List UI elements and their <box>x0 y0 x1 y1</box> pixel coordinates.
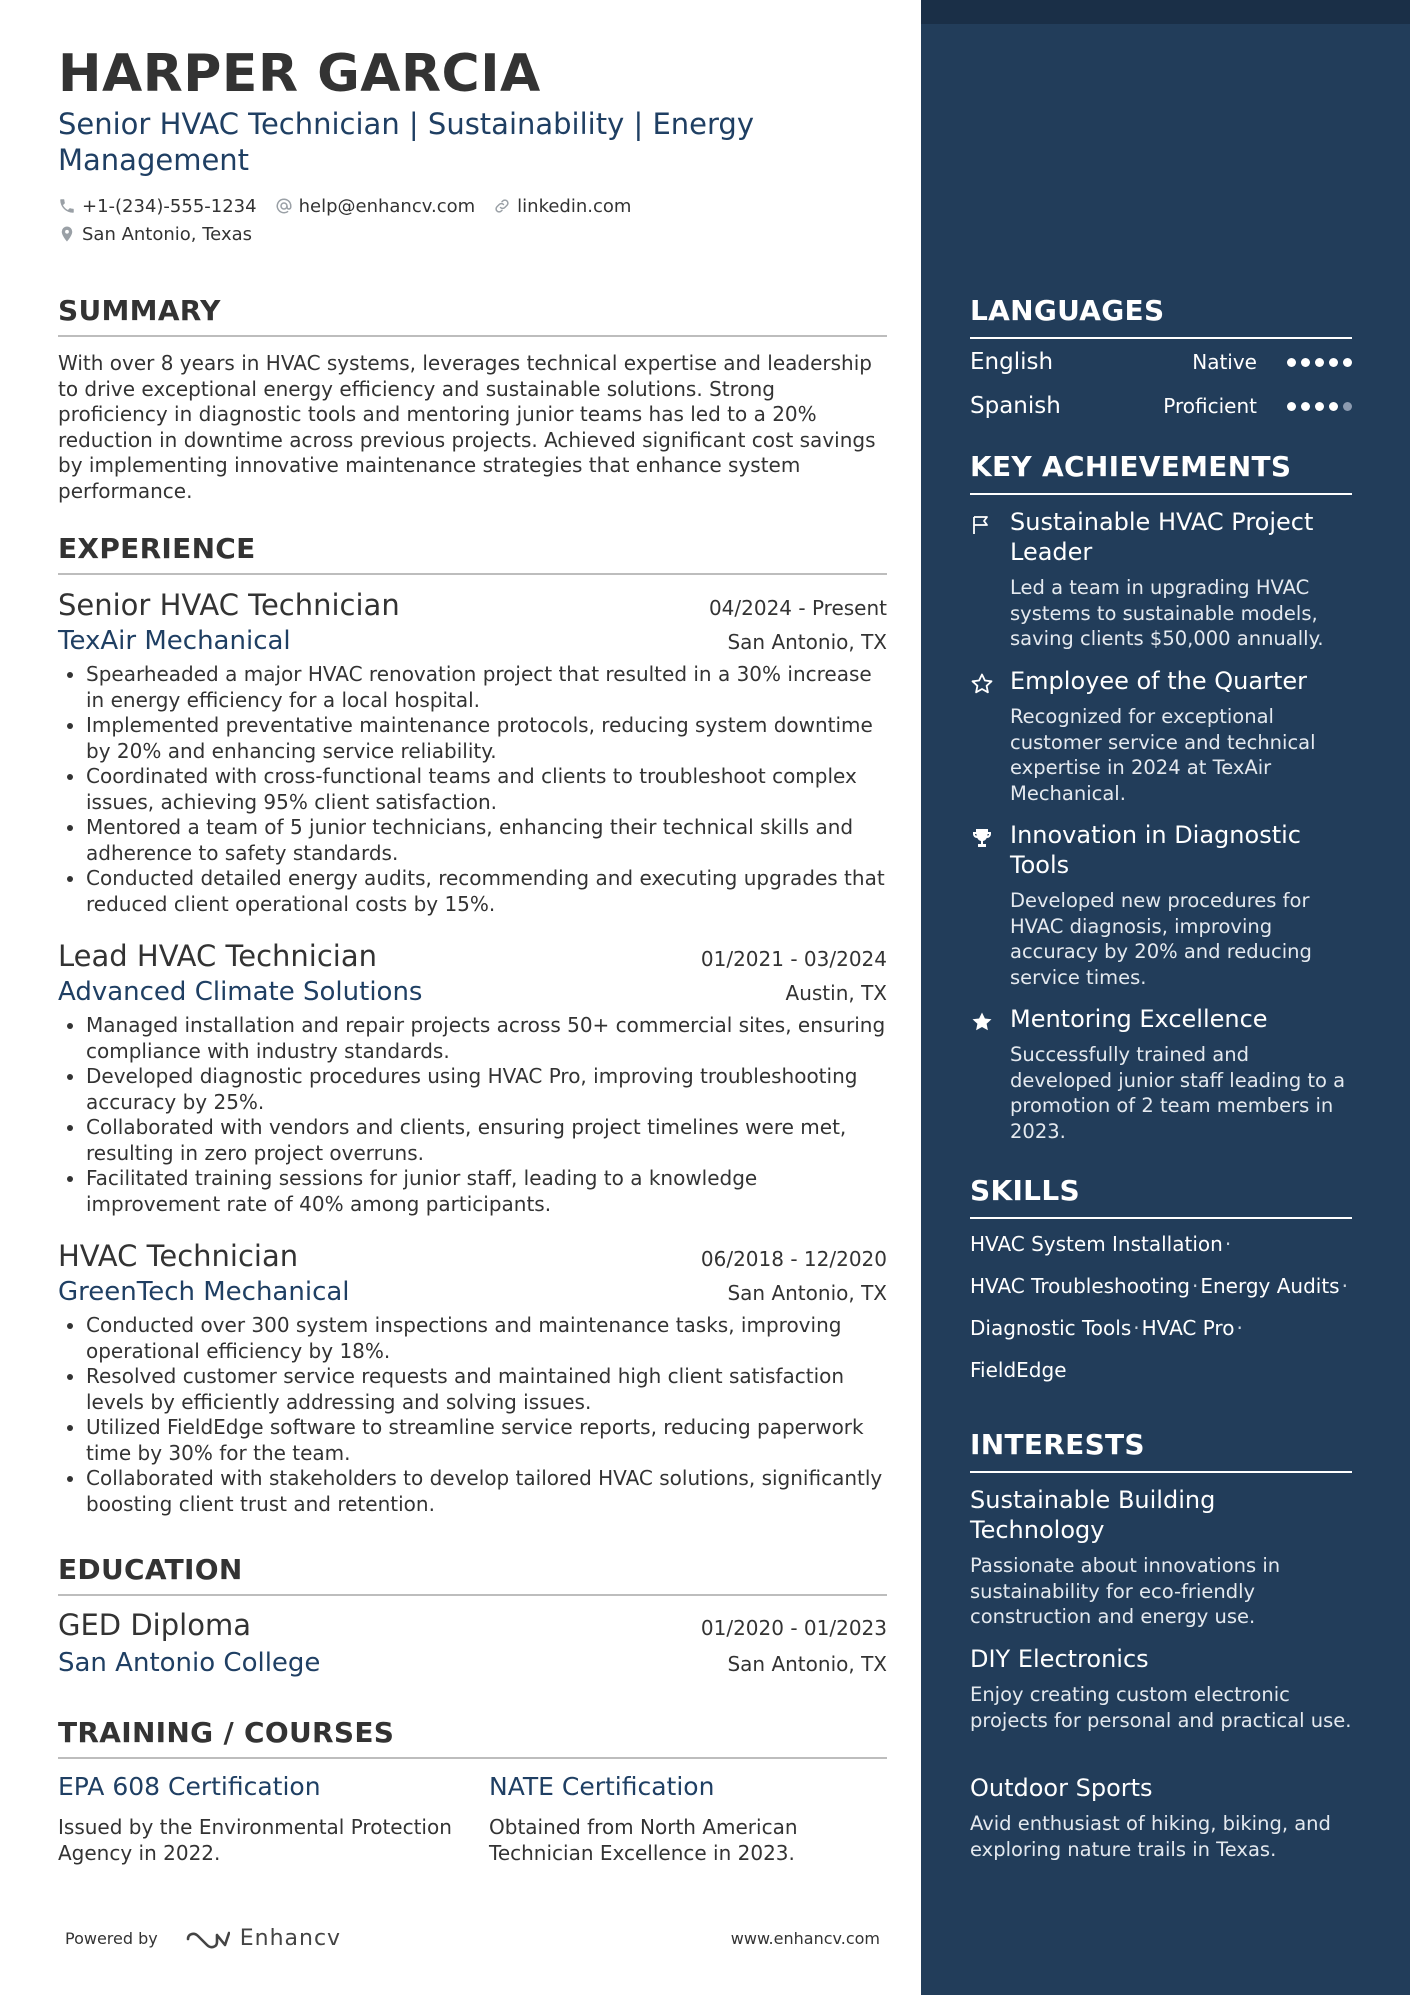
job-bullet: • Utilized FieldEdge software to streamline service reports, reducing paperwork time by 30% for the team. <box>86 1415 887 1466</box>
rating-dot-empty <box>1343 402 1352 411</box>
interest-description: Avid enthusiast of hiking, biking, and exploring nature trails in Texas. <box>970 1812 1331 1861</box>
skill-tag: Diagnostic Tools <box>970 1316 1132 1340</box>
job-dates: 01/2021 - 03/2024 <box>700 947 887 971</box>
experience-entry <box>58 1239 887 1517</box>
rating-dot-filled <box>1315 402 1324 411</box>
achievement-item <box>970 820 1352 990</box>
at-icon <box>275 197 293 215</box>
linkedin-contact[interactable] <box>493 196 631 217</box>
job-bullet: • Collaborated with stakeholders to develop tailored HVAC solutions, significantly boosting client trust and retention. <box>86 1466 887 1517</box>
achievement-description: Successfully trained and developed junior staff leading to a promotion of 2 team members in 2023. <box>1010 1043 1346 1143</box>
phone-contact[interactable] <box>58 196 257 217</box>
school-name: San Antonio College <box>58 1648 321 1678</box>
job-dates: 06/2018 - 12/2020 <box>700 1247 887 1271</box>
languages-heading: LANGUAGES <box>970 294 1352 339</box>
skills-heading: SKILLS <box>970 1174 1352 1219</box>
interest-item <box>970 1644 1352 1733</box>
email-text: help@enhancv.com <box>298 195 476 217</box>
rating-dot-filled <box>1329 358 1338 367</box>
job-bullet: • Conducted over 300 system inspections and maintenance tasks, improving operational efficiency by 18%. <box>86 1313 887 1364</box>
job-bullet: • Spearheaded a major HVAC renovation project that resulted in a 30% increase in energy efficiency for a local hospital. <box>86 662 887 713</box>
achievement-item <box>970 666 1352 806</box>
language-row <box>970 393 1352 419</box>
contact-info <box>58 193 887 249</box>
language-level: Proficient <box>1163 394 1257 418</box>
skill-tag: Energy Audits <box>1200 1274 1340 1298</box>
rating-dot-filled <box>1287 402 1296 411</box>
job-bullet: • Managed installation and repair projects across 50+ commercial sites, ensuring compliance with industry standards. <box>86 1013 887 1064</box>
job-bullets <box>58 1013 887 1217</box>
job-title: HVAC Technician <box>58 1239 299 1273</box>
interests-heading: INTERESTS <box>970 1428 1352 1473</box>
job-location: Austin, TX <box>785 981 887 1005</box>
school-location: San Antonio, TX <box>727 1652 887 1676</box>
achievement-description: Developed new procedures for HVAC diagnosis, improving accuracy by 20% and reducing service times. <box>1010 889 1312 989</box>
course-description: Obtained from North American Technician Excellence in 2023. <box>489 1815 798 1865</box>
job-bullets <box>58 662 887 917</box>
star-outline-icon <box>970 672 994 696</box>
job-location: San Antonio, TX <box>727 1281 887 1305</box>
course-title: NATE Certification <box>489 1772 715 1801</box>
skill-tag: FieldEdge <box>970 1358 1067 1382</box>
company-name: TexAir Mechanical <box>58 626 291 656</box>
job-bullets <box>58 1313 887 1517</box>
skill-tag: HVAC Troubleshooting <box>970 1274 1190 1298</box>
summary-text: With over 8 years in HVAC systems, leverages technical expertise and leadership to drive exceptional energy efficiency and sustainable solutions. Strong proficiency in diagnostic tools and mentoring junior teams has led to a 20% reduction in downtime across previous projects. Achieved significant cost savings by implementing innovative maintenance strategies that enhance system performance. <box>58 351 876 503</box>
interest-title: Outdoor Sports <box>970 1774 1153 1802</box>
location-text: San Antonio, Texas <box>82 223 252 245</box>
interest-title: DIY Electronics <box>970 1645 1149 1673</box>
job-location: San Antonio, TX <box>727 630 887 654</box>
experience-entry <box>58 939 887 1217</box>
course-entry <box>489 1772 889 1866</box>
enhancv-logo-icon <box>184 1927 230 1951</box>
achievement-title: Sustainable HVAC Project Leader <box>1010 508 1314 566</box>
powered-by-label: Powered by <box>65 1929 158 1948</box>
achievement-title: Mentoring Excellence <box>1010 1005 1268 1033</box>
language-name: English <box>970 349 1054 375</box>
powered-by <box>65 1926 341 1951</box>
education-entry <box>58 1608 887 1678</box>
footer <box>65 1926 880 1951</box>
achievement-title: Innovation in Diagnostic Tools <box>1010 821 1301 879</box>
experience-heading: EXPERIENCE <box>58 532 887 575</box>
language-rating <box>1287 358 1352 367</box>
course-description: Issued by the Environmental Protection Agency in 2022. <box>58 1815 452 1865</box>
education-dates: 01/2020 - 01/2023 <box>700 1616 887 1640</box>
interest-item <box>970 1485 1352 1630</box>
job-bullet: • Facilitated training sessions for junior staff, leading to a knowledge improvement rate of 40% among participants. <box>86 1166 887 1217</box>
rating-dot-filled <box>1301 402 1310 411</box>
company-name: Advanced Climate Solutions <box>58 977 423 1007</box>
interest-description: Passionate about innovations in sustainability for eco-friendly construction and energy use. <box>970 1554 1281 1628</box>
job-title: Lead HVAC Technician <box>58 939 378 973</box>
brand-logo[interactable] <box>184 1926 341 1951</box>
rating-dot-filled <box>1301 358 1310 367</box>
achievement-title: Employee of the Quarter <box>1010 667 1307 695</box>
interest-description: Enjoy creating custom electronic projects for personal and practical use. <box>970 1683 1352 1732</box>
phone-icon <box>58 197 76 215</box>
degree-title: GED Diploma <box>58 1608 251 1642</box>
interest-item <box>970 1773 1352 1862</box>
job-bullet: • Conducted detailed energy audits, recommending and executing upgrades that reduced client operational costs by 15%. <box>86 866 887 917</box>
trophy-icon <box>970 826 994 850</box>
training-heading: TRAINING / COURSES <box>58 1716 887 1759</box>
phone-text: +1-(234)-555-1234 <box>82 195 257 217</box>
skill-tag: HVAC System Installation <box>970 1232 1223 1256</box>
education-heading: EDUCATION <box>58 1553 887 1596</box>
achievement-description: Led a team in upgrading HVAC systems to sustainable models, saving clients $50,000 annually. <box>1010 576 1324 650</box>
location-contact <box>58 224 252 245</box>
summary-heading: SUMMARY <box>58 294 887 337</box>
linkedin-text: linkedin.com <box>517 195 632 217</box>
rating-dot-filled <box>1287 358 1296 367</box>
interest-title: Sustainable Building Technology <box>970 1486 1216 1544</box>
rating-dot-filled <box>1329 402 1338 411</box>
course-title: EPA 608 Certification <box>58 1772 321 1801</box>
achievement-item <box>970 1004 1352 1144</box>
candidate-tagline: Senior HVAC Technician | Sustainability | Energy Management <box>58 107 754 177</box>
job-title: Senior HVAC Technician <box>58 588 400 622</box>
star-filled-icon <box>970 1010 994 1034</box>
language-row <box>970 349 1352 375</box>
email-contact[interactable] <box>275 196 476 217</box>
company-name: GreenTech Mechanical <box>58 1277 350 1307</box>
job-bullet: • Implemented preventative maintenance protocols, reducing system downtime by 20% and enhancing service reliability. <box>86 713 887 764</box>
experience-entry <box>58 588 887 917</box>
achievement-description: Recognized for exceptional customer service and technical expertise in 2024 at TexAir Mechanical. <box>1010 705 1316 805</box>
skill-tag: HVAC Pro <box>1141 1316 1235 1340</box>
course-entry <box>58 1772 458 1866</box>
location-pin-icon <box>58 225 76 243</box>
job-bullet: • Developed diagnostic procedures using HVAC Pro, improving troubleshooting accuracy by 25%. <box>86 1064 887 1115</box>
rating-dot-filled <box>1343 358 1352 367</box>
job-bullet: • Mentored a team of 5 junior technicians, enhancing their technical skills and adherence to safety standards. <box>86 815 887 866</box>
skills-list: HVAC System Installation · HVAC Troubleshooting · Energy Audits · Diagnostic Tools · HVAC Pro · FieldEdge <box>970 1232 1348 1382</box>
rating-dot-filled <box>1315 358 1324 367</box>
achievements-heading: KEY ACHIEVEMENTS <box>970 450 1352 495</box>
website-link[interactable]: www.enhancv.com <box>730 1929 880 1948</box>
language-level: Native <box>1192 350 1257 374</box>
job-dates: 04/2024 - Present <box>708 596 887 620</box>
achievement-item <box>970 507 1352 652</box>
sidebar-top-band <box>921 0 1410 24</box>
link-icon <box>493 197 511 215</box>
job-bullet: • Collaborated with vendors and clients, ensuring project timelines were met, resulting in zero project overruns. <box>86 1115 887 1166</box>
job-bullet: • Resolved customer service requests and maintained high client satisfaction levels by efficiently addressing and solving issues. <box>86 1364 887 1415</box>
job-bullet: • Coordinated with cross-functional teams and clients to troubleshoot complex issues, achieving 95% client satisfaction. <box>86 764 887 815</box>
brand-name: Enhancv <box>239 1926 342 1951</box>
candidate-name: HARPER GARCIA <box>58 44 541 104</box>
language-name: Spanish <box>970 393 1061 419</box>
flag-icon <box>970 513 994 537</box>
language-rating <box>1287 402 1352 411</box>
